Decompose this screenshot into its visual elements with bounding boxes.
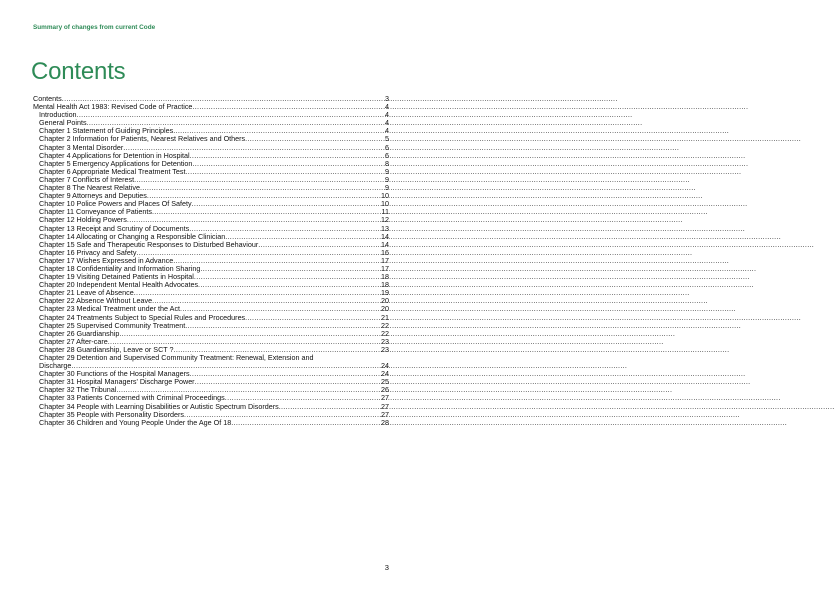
toc-entry-title: Chapter 30 Functions of the Hospital Managers [39, 369, 190, 379]
toc-entry-title: Chapter 2 Information for Patients, Nearest Relatives and Others [39, 134, 246, 144]
toc-entry-page: 22 [381, 328, 389, 338]
toc-entry-title: Chapter 8 The Nearest Relative [39, 183, 140, 193]
toc-entry-title: Chapter 22 Absence Without Leave [39, 296, 153, 306]
toc-entry-page: 27 [381, 393, 389, 403]
toc-entry-title: Chapter 7 Conflicts of Interest [39, 174, 135, 184]
toc-entry-page: 22 [381, 320, 389, 330]
toc-entry-page: 6 [385, 142, 389, 152]
toc-entry-page: 11 [381, 207, 389, 217]
toc-entry-title: Chapter 16 Privacy and Safety [39, 247, 137, 257]
toc-entry-page: 5 [385, 134, 389, 144]
toc-entry-page: 26 [381, 385, 389, 395]
toc-entry-page: 17 [381, 263, 389, 273]
page-number: 3 [384, 563, 389, 572]
toc-entry-page: 18 [381, 272, 389, 282]
toc-entry[interactable] [33, 354, 389, 370]
toc-entry-title: Chapter 17 Wishes Expressed in Advance [39, 255, 174, 265]
toc-entry-title: Chapter 36 Children and Young People Under the Age Of 18 [39, 417, 232, 427]
toc-entry-title: Chapter 33 Patients Concerned with Criminal Proceedings [39, 393, 225, 403]
toc-entry-page: 27 [381, 409, 389, 419]
table-of-contents [33, 95, 389, 427]
toc-entry-title: Chapter 9 Attorneys and Deputies [39, 191, 147, 201]
toc-entry-page: 16 [381, 247, 389, 257]
toc-entry-page: 24 [381, 369, 389, 379]
toc-entry[interactable] [33, 419, 389, 427]
toc-entry-title: Chapter 19 Visiting Detained Patients in Hospital [39, 272, 194, 282]
toc-entry-title: Chapter 21 Leave of Absence [39, 288, 134, 298]
running-header: Summary of changes from current Code [33, 24, 156, 31]
toc-entry-title: Chapter 27 After-care [39, 336, 108, 346]
toc-entry-page: 9 [385, 174, 389, 184]
toc-entry-title: Chapter 14 Allocating or Changing a Responsible Clinician [39, 231, 226, 241]
toc-entry-page: 9 [385, 183, 389, 193]
toc-entry-page: 20 [381, 296, 389, 306]
toc-entry-page: 10 [381, 199, 389, 209]
toc-entry-title: General Points [39, 118, 87, 128]
toc-entry-page: 17 [381, 255, 389, 265]
toc-entry-page: 23 [381, 336, 389, 346]
toc-entry-page: 20 [381, 304, 389, 314]
toc-entry-page: 14 [381, 231, 389, 241]
toc-entry-title: Chapter 23 Medical Treatment under the Act [39, 304, 181, 314]
toc-entry-page: 24 [381, 361, 389, 371]
toc-entry-page: 10 [381, 191, 389, 201]
toc-entry-page: 9 [385, 166, 389, 176]
toc-entry-page: 4 [385, 118, 389, 128]
toc-entry-title: Chapter 31 Hospital Managers' Discharge Power [39, 377, 195, 387]
toc-entry-title: Chapter 26 Guardianship [39, 328, 120, 338]
toc-entry-page: 14 [381, 239, 389, 249]
toc-entry-title: Chapter 34 People with Learning Disabilities or Autistic Spectrum Disorders [39, 401, 279, 411]
toc-entry-page: 8 [385, 158, 389, 168]
toc-entry-page: 23 [381, 344, 389, 354]
toc-entry-page: 13 [381, 223, 389, 233]
toc-entry-title: Chapter 18 Confidentiality and Information Sharing [39, 263, 201, 273]
toc-entry-title-continuation: Discharge [39, 361, 72, 371]
toc-entry-title: Chapter 35 People with Personality Disorders [39, 409, 185, 419]
toc-entry-title: Chapter 10 Police Powers and Places Of Safety [39, 199, 192, 209]
toc-entry-page: 3 [385, 94, 389, 103]
toc-entry-page: 27 [381, 401, 389, 411]
toc-entry-title: Chapter 1 Statement of Guiding Principles [39, 126, 174, 136]
toc-entry-page: 4 [385, 126, 389, 136]
toc-entry-page: 4 [385, 102, 389, 112]
toc-entry-page: 21 [381, 312, 389, 322]
page-title: Contents [31, 58, 126, 85]
toc-entry-title: Chapter 25 Supervised Community Treatment [39, 320, 186, 330]
toc-entry-title: Chapter 28 Guardianship, Leave or SCT ? [39, 344, 174, 354]
toc-entry-title: Chapter 11 Conveyance of Patients [39, 207, 152, 217]
toc-entry-title: Chapter 29 Detention and Supervised Community Treatment: Renewal, Extension and [39, 353, 314, 362]
toc-entry-page: 4 [385, 110, 389, 120]
toc-entry-title: Chapter 4 Applications for Detention in Hospital [39, 150, 190, 160]
toc-entry-page: 28 [381, 417, 389, 427]
toc-entry-page: 18 [381, 280, 389, 290]
toc-entry-title: Chapter 12 Holding Powers [39, 215, 127, 225]
toc-entry-title: Contents [33, 94, 62, 103]
toc-entry-title: Chapter 20 Independent Mental Health Advocates [39, 280, 199, 290]
toc-entry-title: Chapter 5 Emergency Applications for Detention [39, 158, 193, 168]
toc-entry-page: 6 [385, 150, 389, 160]
toc-entry-title: Introduction [39, 110, 77, 120]
toc-entry-title: Chapter 24 Treatments Subject to Special Rules and Procedures [39, 312, 246, 322]
toc-entry-page: 19 [381, 288, 389, 298]
toc-entry-title: Chapter 32 The Tribunal [39, 385, 117, 395]
toc-entry-title: Chapter 3 Mental Disorder [39, 142, 124, 152]
toc-entry-title: Mental Health Act 1983: Revised Code of Practice [33, 102, 193, 112]
toc-entry-title: Chapter 13 Receipt and Scrutiny of Documents [39, 223, 190, 233]
toc-entry-title: Chapter 6 Appropriate Medical Treatment Test [39, 166, 186, 176]
toc-entry-page: 12 [381, 215, 389, 225]
toc-entry-page: 25 [381, 377, 389, 387]
toc-entry-title: Chapter 15 Safe and Therapeutic Responses to Disturbed Behaviour [39, 239, 259, 249]
dot-leader [231, 419, 380, 427]
